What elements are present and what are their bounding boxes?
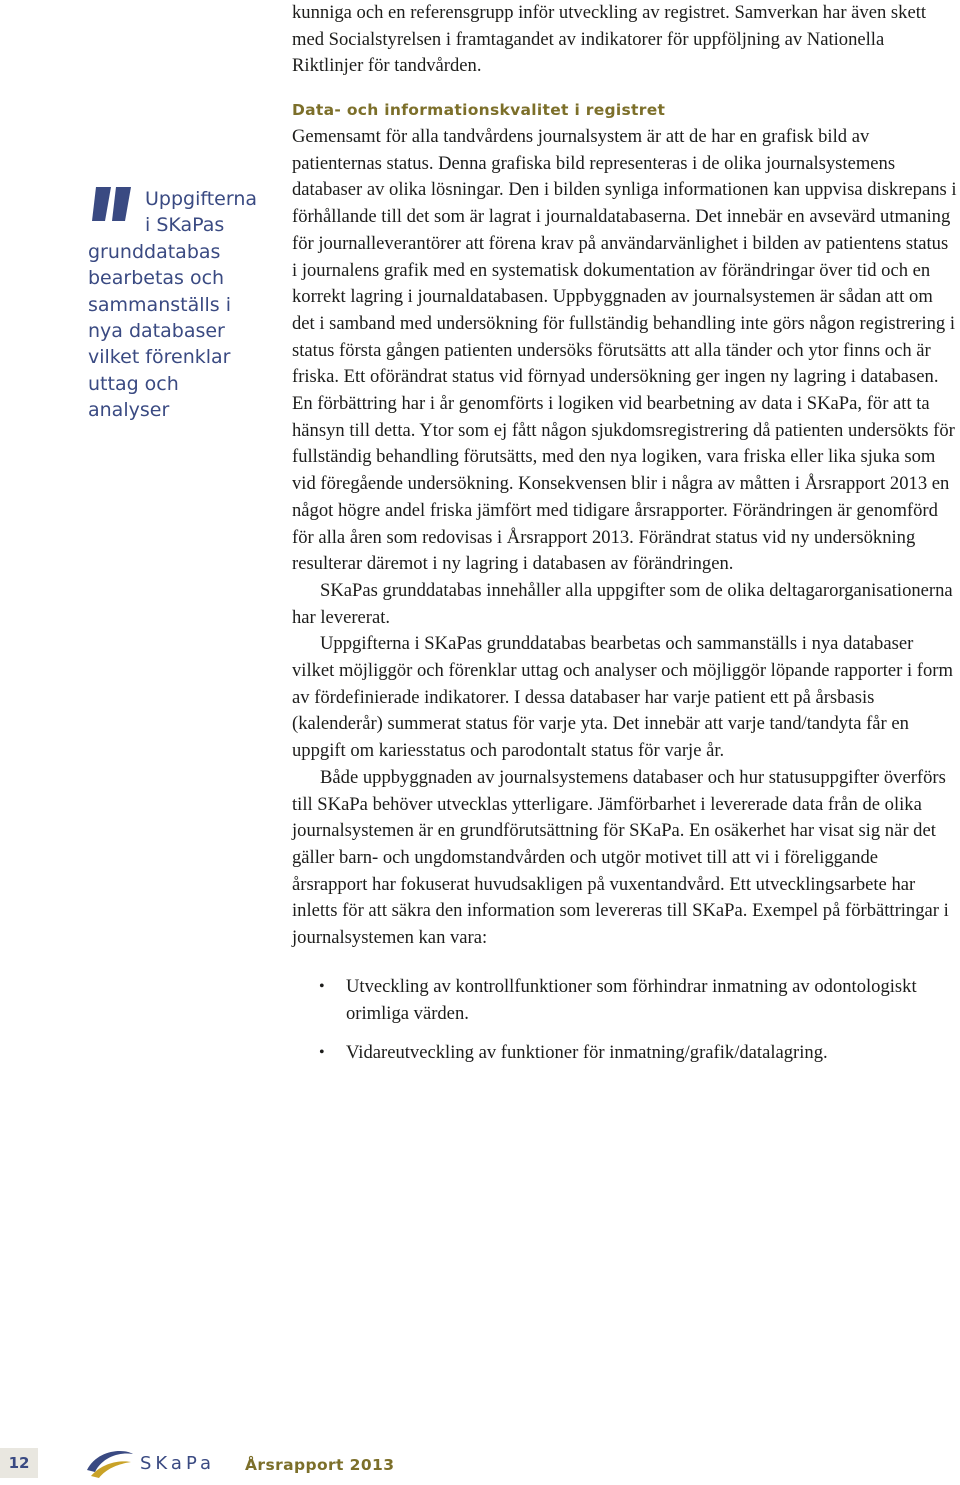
footer-report-title: Årsrapport 2013 — [245, 1456, 395, 1474]
bullet-icon: • — [319, 1044, 325, 1062]
pull-quote-line: bearbetas och — [88, 267, 225, 290]
page-number: 12 — [0, 1448, 38, 1478]
section-paragraph-1: Gemensamt för alla tandvårdens journalsystem är att de har en grafisk bild av patienternas status. Denna grafiska bild representeras i de olika journalsystemens databaser av olika lösningar. Den i bilden synliga informationen kan uppvisa diskrepans i förhållande till det som är lagrat i journaldatabaserna. Det innebär en avsevärd utmaning för journalleverantörer att förena krav på användarvänlighet i bilden av patientens status i journalens grafik med en systematisk dokumentation av förändringar över tid och en korrekt lagring i journaldatabasen. Uppbyggnaden av journalsystemen är sådan att om det i samband med undersökning för fullständig behandling inte görs någon registrering i status första gången patienten undersöks förutsätts att alla tänder och ytor finns och är friska. Ett oförändrat status vid förnyad undersökning ger ingen ny lagring i databasen. En förbättring har i år genomförts i logiken vid bearbetning av data i SKaPa, för att ta hänsyn till detta. Ytor som ej fått någon sjukdomsregistrering då patienten undersökts för fullständig behandling förutsätts, med den nya logiken, vara friska eller lika sjuka som vid föregående undersökning. Konsekvensen blir i några av måtten i Årsrapport 2013 en något högre andel friska jämfört med tidigare årsrapporter. Förändringen är genomförd för alla åren som redovisas i Årsrapport 2013. Förändrat status vid ny undersökning resulterar däremot i ny lagring i databasen av förändringen. — [292, 126, 957, 575]
pull-quote-line: i SKaPas — [145, 214, 225, 237]
pull-quote — [88, 186, 273, 424]
main-section — [292, 100, 957, 1080]
section-heading: Data- och informationskvalitet i registret — [292, 101, 666, 119]
pull-quote-line: analyser — [88, 399, 170, 422]
pull-quote-line: nya databaser — [88, 320, 225, 343]
pull-quote-line: grunddatabas — [88, 240, 221, 263]
section-paragraph-3: Uppgifterna i SKaPas grunddatabas bearbetas och sammanställs i nya databaser vilket möjliggör och förenklar uttag och analyser och möjliggör löpande rapporter i form av fördefinierade indikatorer. I dessa databaser har varje patient ett på årsbasis (kalenderår) summerat status för varje yta. Det innebär att varje tand/tandyta får en uppgift om kariesstatus och parodontalt status för varje år. — [292, 633, 953, 762]
bullet-item — [292, 1040, 957, 1067]
bullet-icon: • — [319, 977, 325, 995]
section-paragraph-2: SKaPas grunddatabas innehåller alla uppgifter som de olika deltagarorganisationerna har levererat. — [292, 579, 953, 628]
intro-block — [292, 0, 957, 80]
skapa-logo-icon — [85, 1448, 135, 1480]
intro-paragraph: kunniga och en referensgrupp inför utveckling av registret. Samverkan har även skett med Socialstyrelsen i framtagandet av indikatorer för uppföljning av Nationella Riktlinjer för tandvården. — [292, 2, 927, 77]
pull-quote-line: Uppgifterna — [145, 188, 258, 210]
logo-text: SKaPa — [140, 1453, 216, 1474]
bullet-text: Vidareutveckling av funktioner för inmatning/grafik/datalagring. — [346, 1042, 828, 1064]
section-paragraph-4: Både uppbyggnaden av journalsystemens databaser och hur statusuppgifter överförs till SKaPa behöver utvecklas ytterligare. Jämförbarhet i levererade data från de olika journalsystemen är en grundförutsättning för SKaPa. En osäkerhet har visat sig när det gäller barn- och ungdomstandvården och utgör motivet till att vi i föreliggande årsrapport har fokuserat huvudsakligen på vuxentandvård. Ett utvecklingsarbete har inletts för att säkra den information som levereras till SKaPa. Exempel på förbättringar i journalsystemen kan vara: — [292, 766, 949, 949]
pull-quote-line: uttag och — [88, 372, 179, 395]
pull-quote-line: vilket förenklar — [88, 346, 231, 369]
bullet-item — [292, 974, 957, 1027]
page-footer — [0, 1440, 960, 1485]
pull-quote-line: sammanställs i — [88, 293, 232, 316]
bullet-text: Utveckling av kontrollfunktioner som förhindrar inmatning av odontologiskt orimliga värden. — [346, 975, 917, 1024]
bullet-list — [292, 974, 957, 1067]
